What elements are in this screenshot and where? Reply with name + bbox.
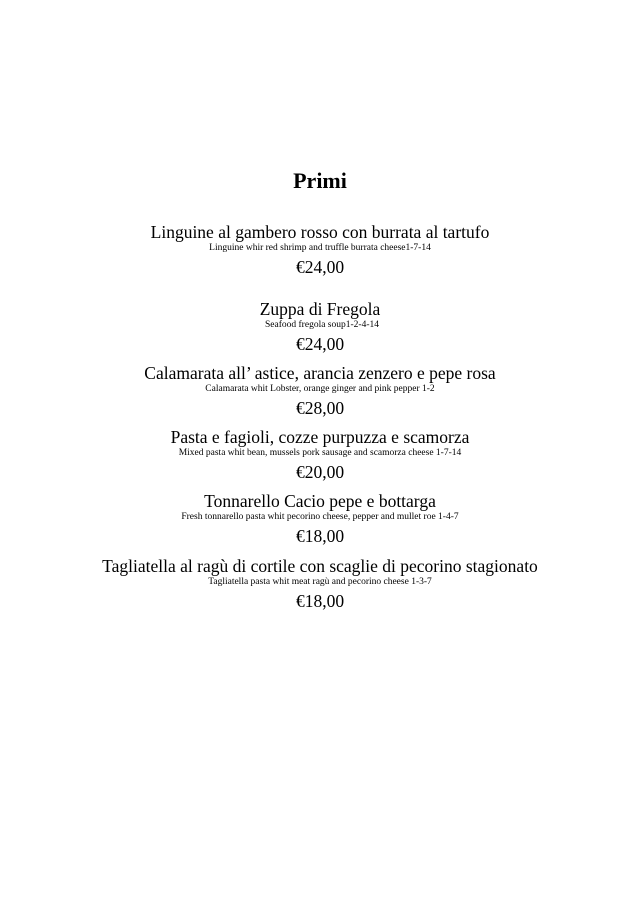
menu-item	[0, 363, 640, 419]
dish-description: Tagliatella pasta whit meat ragù and pecorino cheese 1-3-7	[208, 577, 432, 587]
dish-price: €20,00	[295, 462, 345, 482]
dish-name: Calamarata all’ astice, arancia zenzero e pepe rosa	[144, 363, 496, 383]
dish-name: Pasta e fagioli, cozze purpuzza e scamorza	[170, 427, 470, 447]
dish-name: Tonnarello Cacio pepe e bottarga	[204, 491, 436, 511]
dish-description: Linguine whir red shrimp and truffle burrata cheese1-7-14	[209, 243, 431, 253]
dish-price: €28,00	[295, 398, 345, 418]
dish-description: Fresh tonnarello pasta whit pecorino cheese, pepper and mullet roe 1-4-7	[181, 512, 459, 522]
menu-item	[0, 299, 640, 355]
dish-description: Calamarata whit Lobster, orange ginger and pink pepper 1-2	[205, 384, 435, 394]
menu-item	[0, 222, 640, 278]
dish-name: Zuppa di Fregola	[259, 299, 381, 319]
dish-price: €18,00	[295, 591, 345, 611]
dish-price: €24,00	[295, 334, 345, 354]
menu-item	[0, 556, 640, 612]
menu-item	[0, 491, 640, 547]
dish-description: Seafood fregola soup1-2-4-14	[265, 320, 379, 330]
dish-price: €18,00	[295, 526, 345, 546]
dish-name: Tagliatella al ragù di cortile con scaglie di pecorino stagionato	[102, 556, 538, 576]
dish-price: €24,00	[295, 257, 345, 277]
menu-item	[0, 427, 640, 483]
section-title: Primi	[293, 168, 347, 193]
dish-name: Linguine al gambero rosso con burrata al tartufo	[150, 222, 490, 242]
dish-description: Mixed pasta whit bean, mussels pork sausage and scamorza cheese 1-7-14	[178, 448, 462, 458]
